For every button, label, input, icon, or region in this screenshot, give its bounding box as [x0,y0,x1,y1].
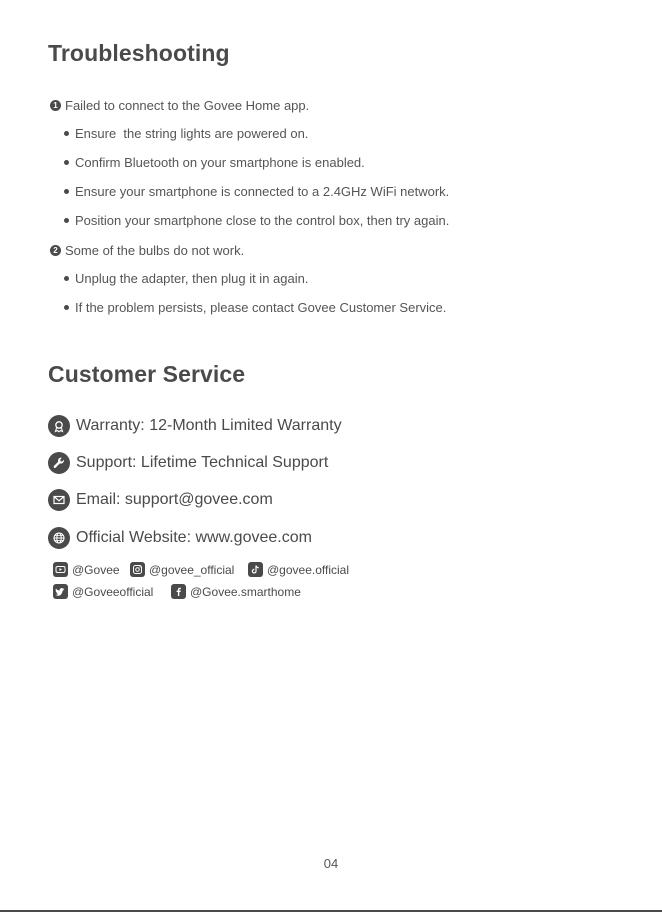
twitter-icon [53,584,68,599]
warranty-row [48,415,342,437]
email-row [48,489,273,511]
envelope-icon [48,489,70,511]
wrench-icon [48,452,70,474]
social-handle: @Govee.smarthome [190,584,301,599]
step-item [64,271,308,286]
troubleshooting-heading: Troubleshooting [48,40,230,66]
step-text: If the problem persists, please contact Govee Customer Service. [75,300,447,315]
step-item [64,126,308,141]
step-text: Ensure the string lights are powered on. [75,126,309,141]
issue-number-badge: 1 [50,100,61,111]
support-row [48,452,328,474]
youtube-icon [53,562,68,577]
issue-2 [50,243,244,258]
issue-text: Failed to connect to the Govee Home app. [65,98,310,113]
customer-service-heading: Customer Service [48,361,246,387]
step-item [64,213,449,228]
issue-text: Some of the bulbs do not work. [65,243,245,258]
bullet-dot [64,131,69,136]
social-handle: @govee.official [267,562,350,577]
issue-1 [50,98,309,113]
social-handle: @govee_official [149,562,235,577]
step-text: Ensure your smartphone is connected to a 2.4GHz WiFi network. [75,184,450,199]
step-text: Position your smartphone close to the control box, then try again. [75,213,450,228]
social-facebook[interactable] [171,584,301,599]
email-text[interactable]: Email: support@govee.com [76,491,273,508]
page-number: 04 [323,856,339,871]
step-item [64,300,446,315]
issue-number-badge: 2 [50,245,61,256]
support-text: Support: Lifetime Technical Support [76,454,329,471]
globe-icon [48,527,70,549]
warranty-badge-icon [48,415,70,437]
social-handle: @Goveeofficial [72,584,154,599]
instagram-icon [130,562,145,577]
step-item [64,184,449,199]
social-tiktok[interactable] [248,562,349,577]
website-row [48,527,312,549]
facebook-icon [171,584,186,599]
step-text: Confirm Bluetooth on your smartphone is enabled. [75,155,365,170]
bullet-dot [64,305,69,310]
social-youtube[interactable] [53,562,120,577]
tiktok-icon [248,562,263,577]
social-twitter[interactable] [53,584,153,599]
warranty-text: Warranty: 12-Month Limited Warranty [76,417,342,434]
step-item [64,155,365,170]
bullet-dot [64,218,69,223]
bullet-dot [64,160,69,165]
website-text[interactable]: Official Website: www.govee.com [76,529,312,546]
social-instagram[interactable] [130,562,234,577]
bullet-dot [64,276,69,281]
bullet-dot [64,189,69,194]
step-text: Unplug the adapter, then plug it in again. [75,271,309,286]
bottom-divider [0,910,662,912]
social-handle: @Govee [72,562,120,577]
